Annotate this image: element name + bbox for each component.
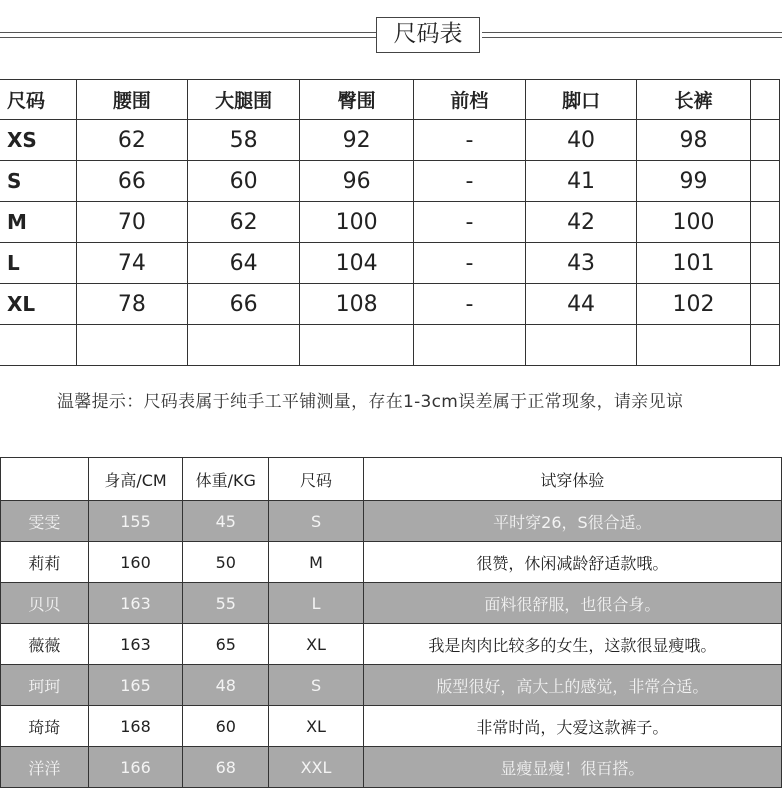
model-name-cell: 雯雯 bbox=[1, 501, 89, 542]
size-cell: 108 bbox=[300, 284, 414, 325]
fit-cell: M bbox=[269, 542, 364, 583]
size-cell: 98 bbox=[637, 120, 751, 161]
size-cell: 78 bbox=[76, 284, 187, 325]
fit-cell: 163 bbox=[88, 624, 183, 665]
size-header-cell: 脚口 bbox=[525, 80, 636, 120]
size-cell: S bbox=[0, 161, 76, 202]
size-table bbox=[0, 79, 780, 366]
fit-cell: 60 bbox=[183, 706, 269, 747]
size-cell: 66 bbox=[188, 284, 300, 325]
fit-cell: 168 bbox=[88, 706, 183, 747]
fit-cell: L bbox=[269, 583, 364, 624]
fit-cell: 155 bbox=[88, 501, 183, 542]
fit-header-cell: 身高/CM bbox=[88, 458, 183, 501]
size-cell bbox=[188, 325, 300, 366]
title-divider-right bbox=[482, 32, 782, 38]
fit-cell: 68 bbox=[183, 747, 269, 788]
fit-cell: 很赞，休闲减龄舒适款哦。 bbox=[363, 542, 781, 583]
table-row bbox=[1, 583, 782, 624]
fit-table bbox=[0, 457, 782, 788]
table-row bbox=[0, 243, 780, 284]
fit-cell: 160 bbox=[88, 542, 183, 583]
size-cell bbox=[750, 243, 779, 284]
model-name-cell: 贝贝 bbox=[1, 583, 89, 624]
title-divider-left bbox=[0, 32, 376, 38]
size-cell: 40 bbox=[525, 120, 636, 161]
size-cell: 60 bbox=[188, 161, 300, 202]
fit-header-cell: 试穿体验 bbox=[363, 458, 781, 501]
table-row bbox=[0, 120, 780, 161]
size-header-cell: 腰围 bbox=[76, 80, 187, 120]
size-cell bbox=[413, 325, 525, 366]
size-cell: - bbox=[413, 202, 525, 243]
size-cell: 62 bbox=[76, 120, 187, 161]
table-row bbox=[0, 161, 780, 202]
size-cell: 58 bbox=[188, 120, 300, 161]
size-header-cell: 尺码 bbox=[0, 80, 76, 120]
size-header-cell: 长裤 bbox=[637, 80, 751, 120]
size-cell bbox=[0, 325, 76, 366]
size-cell bbox=[750, 161, 779, 202]
size-cell: 104 bbox=[300, 243, 414, 284]
size-cell: 41 bbox=[525, 161, 636, 202]
size-cell: 102 bbox=[637, 284, 751, 325]
table-row bbox=[0, 284, 780, 325]
fit-cell: XL bbox=[269, 624, 364, 665]
fit-header-cell: 体重/KG bbox=[183, 458, 269, 501]
size-cell: - bbox=[413, 161, 525, 202]
model-name-cell: 琦琦 bbox=[1, 706, 89, 747]
fit-cell: 面料很舒服，也很合身。 bbox=[363, 583, 781, 624]
fit-cell: 版型很好，高大上的感觉，非常合适。 bbox=[363, 665, 781, 706]
fit-cell: 平时穿26，S很合适。 bbox=[363, 501, 781, 542]
size-cell: 62 bbox=[188, 202, 300, 243]
size-cell: 43 bbox=[525, 243, 636, 284]
size-cell: 44 bbox=[525, 284, 636, 325]
size-cell bbox=[750, 120, 779, 161]
size-header-cell: 大腿围 bbox=[188, 80, 300, 120]
size-cell bbox=[750, 202, 779, 243]
model-name-cell: 珂珂 bbox=[1, 665, 89, 706]
diagonal-header-cell bbox=[1, 458, 89, 501]
size-cell bbox=[76, 325, 187, 366]
fit-table-header bbox=[1, 458, 782, 501]
fit-cell: 显瘦显瘦！很百搭。 bbox=[363, 747, 781, 788]
fit-cell: 50 bbox=[183, 542, 269, 583]
table-row bbox=[1, 665, 782, 706]
model-name-cell: 莉莉 bbox=[1, 542, 89, 583]
fit-cell: 165 bbox=[88, 665, 183, 706]
fit-cell: 166 bbox=[88, 747, 183, 788]
size-cell: 64 bbox=[188, 243, 300, 284]
size-cell: 74 bbox=[76, 243, 187, 284]
size-cell: - bbox=[413, 243, 525, 284]
measurement-note: 温馨提示：尺码表属于纯手工平铺测量，存在1-3cm误差属于正常现象，请亲见谅 bbox=[57, 392, 684, 412]
table-row bbox=[1, 501, 782, 542]
table-row bbox=[0, 325, 780, 366]
table-row bbox=[1, 624, 782, 665]
size-cell bbox=[300, 325, 414, 366]
size-header-cell: 臀围 bbox=[300, 80, 414, 120]
size-header-cell bbox=[750, 80, 779, 120]
size-cell: 96 bbox=[300, 161, 414, 202]
fit-cell: 55 bbox=[183, 583, 269, 624]
size-cell: - bbox=[413, 284, 525, 325]
fit-cell: XL bbox=[269, 706, 364, 747]
fit-header-cell: 尺码 bbox=[269, 458, 364, 501]
table-row bbox=[1, 542, 782, 583]
fit-cell: 163 bbox=[88, 583, 183, 624]
model-name-cell: 洋洋 bbox=[1, 747, 89, 788]
table-row bbox=[0, 202, 780, 243]
size-cell: 42 bbox=[525, 202, 636, 243]
size-cell: 70 bbox=[76, 202, 187, 243]
page-title: 尺码表 bbox=[376, 17, 480, 53]
size-cell: 66 bbox=[76, 161, 187, 202]
size-cell: XL bbox=[0, 284, 76, 325]
size-header-cell: 前档 bbox=[413, 80, 525, 120]
size-cell: 100 bbox=[300, 202, 414, 243]
model-name-cell: 薇薇 bbox=[1, 624, 89, 665]
size-cell bbox=[637, 325, 751, 366]
table-row bbox=[1, 747, 782, 788]
size-cell: L bbox=[0, 243, 76, 284]
fit-cell: XXL bbox=[269, 747, 364, 788]
size-cell: 101 bbox=[637, 243, 751, 284]
table-row bbox=[1, 706, 782, 747]
size-cell: XS bbox=[0, 120, 76, 161]
fit-cell: 非常时尚，大爱这款裤子。 bbox=[363, 706, 781, 747]
size-cell: 92 bbox=[300, 120, 414, 161]
size-cell: 100 bbox=[637, 202, 751, 243]
size-cell bbox=[750, 325, 779, 366]
size-table-header bbox=[0, 80, 780, 120]
size-cell: - bbox=[413, 120, 525, 161]
size-cell: M bbox=[0, 202, 76, 243]
size-cell bbox=[525, 325, 636, 366]
title-row bbox=[0, 14, 782, 62]
fit-cell: S bbox=[269, 501, 364, 542]
fit-cell: 65 bbox=[183, 624, 269, 665]
fit-cell: 我是肉肉比较多的女生，这款很显瘦哦。 bbox=[363, 624, 781, 665]
fit-cell: 45 bbox=[183, 501, 269, 542]
fit-cell: 48 bbox=[183, 665, 269, 706]
size-cell: 99 bbox=[637, 161, 751, 202]
size-cell bbox=[750, 284, 779, 325]
fit-cell: S bbox=[269, 665, 364, 706]
